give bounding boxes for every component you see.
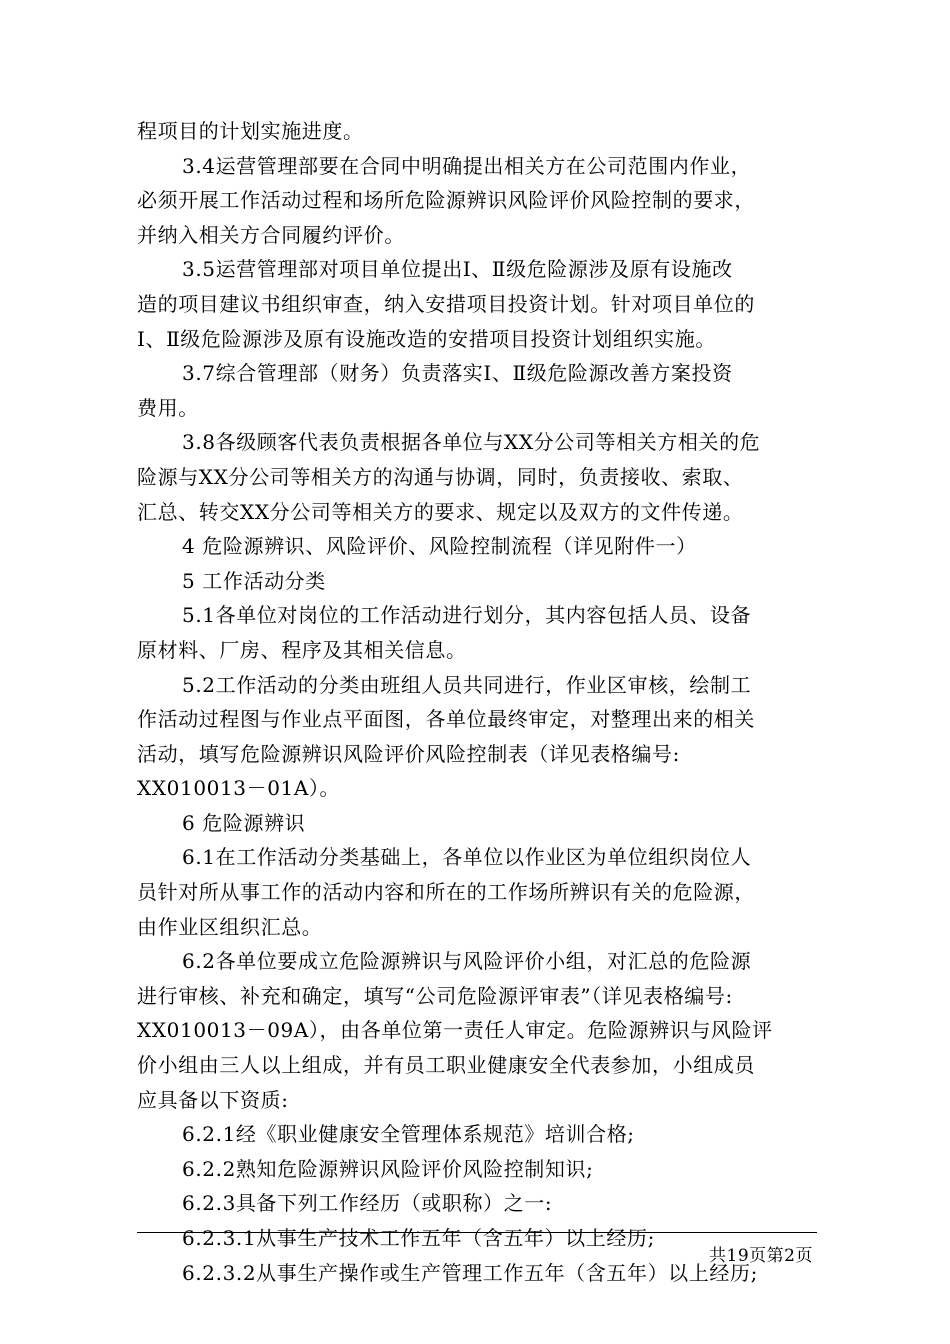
text-line: 活动，填写危险源辨识风险评价风险控制表（详见表格编号:: [137, 741, 680, 766]
text-line: 6.2.1经《职业健康安全管理体系规范》培训合格;: [182, 1122, 635, 1147]
text-line: 3.8各级顾客代表负责根据各单位与XX分公司等相关方相关的危: [182, 430, 761, 455]
text-line: XX010013－09A），由各单位第一责任人审定。危险源辨识与风险评: [137, 1018, 773, 1043]
text-line: 员针对所从事工作的活动内容和所在的工作场所辨识有关的危险源，: [137, 880, 755, 905]
text-line: 3.7综合管理部（财务）负责落实Ⅰ、Ⅱ级危险源改善方案投资: [182, 361, 733, 386]
page-number: 共19页第2页: [709, 1246, 813, 1266]
text-line: 3.5运营管理部对项目单位提出Ⅰ、Ⅱ级危险源涉及原有设施改: [182, 257, 733, 282]
text-line: 5.2工作活动的分类由班组人员共同进行，作业区审核，绘制工: [182, 672, 752, 697]
document-body: [137, 114, 817, 1290]
footer-divider: [137, 1232, 817, 1233]
text-line: Ⅰ、Ⅱ级危险源涉及原有设施改造的安措项目投资计划组织实施。: [137, 326, 716, 351]
text-line: 6.2.2熟知危险源辨识风险评价风险控制知识;: [182, 1156, 594, 1181]
text-line: 6.2.3.2从事生产操作或生产管理工作五年（含五年）以上经历;: [182, 1260, 758, 1285]
text-line: 原材料、厂房、程序及其相关信息。: [137, 637, 467, 662]
section-heading: 6 危险源辨识: [182, 810, 306, 835]
text-line: 6.2.3.1从事生产技术工作五年（含五年）以上经历;: [182, 1226, 655, 1250]
text-line: XX010013－01A）。: [137, 776, 341, 801]
text-line: 险源与XX分公司等相关方的沟通与协调，同时，负责接收、索取、: [137, 464, 744, 489]
text-line: 程项目的计划实施进度。: [137, 119, 364, 143]
text-line: 应具备以下资质:: [137, 1087, 289, 1112]
text-line: 汇总、转交XX分公司等相关方的要求、规定以及双方的文件传递。: [137, 499, 744, 524]
text-line: 6.2.3具备下列工作经历（或职称）之一:: [182, 1191, 553, 1216]
text-line: 6.2各单位要成立危险源辨识与风险评价小组，对汇总的危险源: [182, 949, 752, 974]
text-line: 3.4运营管理部要在合同中明确提出相关方在公司范围内作业，: [182, 153, 752, 178]
text-line: 必须开展工作活动过程和场所危险源辨识风险评价风险控制的要求，: [137, 188, 755, 213]
text-line: 并纳入相关方合同履约评价。: [137, 222, 405, 247]
section-heading: 4 危险源辨识、风险评价、风险控制流程（详见附件一）: [182, 534, 697, 559]
text-line: 价小组由三人以上组成，并有员工职业健康安全代表参加，小组成员: [137, 1053, 755, 1078]
text-line: 费用。: [137, 395, 199, 420]
section-heading: 5 工作活动分类: [182, 568, 326, 593]
text-line: 由作业区组织汇总。: [137, 914, 323, 939]
text-line: 5.1各单位对岗位的工作活动进行划分，其内容包括人员、设备: [182, 603, 752, 628]
text-line: 进行审核、补充和确定，填写“公司危险源评审表”（详见表格编号:: [137, 983, 733, 1008]
text-line: 造的项目建议书组织审查，纳入安措项目投资计划。针对项目单位的: [137, 291, 755, 316]
text-line: 6.1在工作活动分类基础上，各单位以作业区为单位组织岗位人: [182, 845, 752, 870]
text-line: 作活动过程图与作业点平面图，各单位最终审定，对整理出来的相关: [137, 707, 755, 732]
